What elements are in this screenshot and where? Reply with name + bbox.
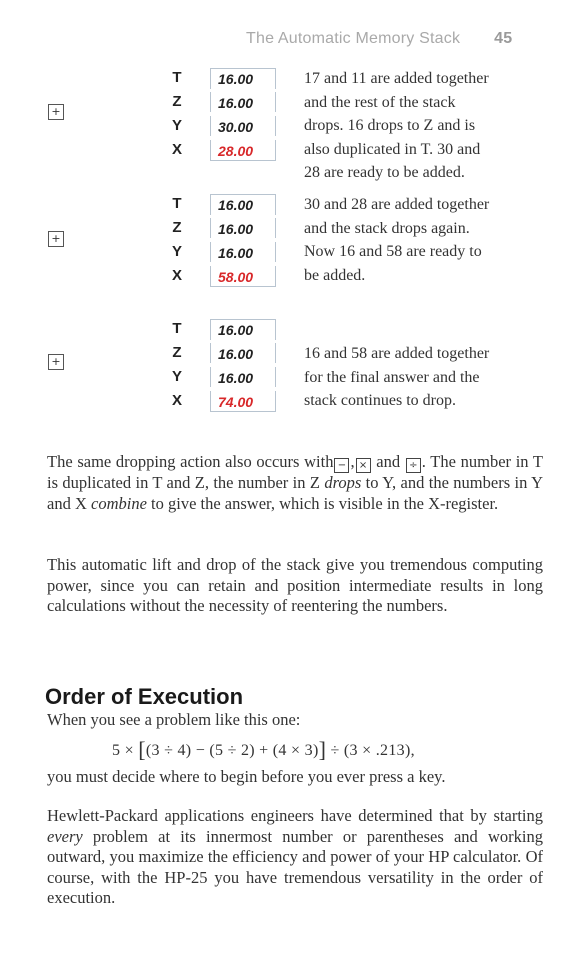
- register-label-y: Y: [171, 368, 182, 385]
- note-line: 28 are ready to be added.: [304, 164, 465, 181]
- example-formula: [112, 737, 415, 763]
- text-run: problem at its innermost number or parentheses and working outward, you maximize the efficiency and power of your HP calculator. Of course, with the HP-25 you have tremendous versatility in the order of execution.: [47, 826, 543, 907]
- note-line: be added.: [304, 266, 366, 284]
- stack-explanation-3: [304, 342, 554, 413]
- register-label-x: X: [171, 267, 182, 284]
- plus-key-icon: +: [48, 231, 64, 247]
- register-value-t: 16.00: [218, 197, 254, 213]
- text-run: . The number in T is duplicated in T and Z, the number in Z: [47, 452, 543, 492]
- divide-key-icon: ÷: [406, 458, 421, 473]
- times-key-icon: ×: [356, 458, 371, 473]
- plus-key-icon: +: [48, 354, 64, 370]
- register-value-x: 58.00: [218, 269, 254, 285]
- emphasis-drops: drops: [324, 473, 362, 492]
- register-value-z: 16.00: [218, 95, 254, 111]
- paragraph-stack-drop: [47, 452, 543, 514]
- page-header: [246, 30, 512, 48]
- text-run: Hewlett-Packard applications engineers have determined that by starting: [47, 806, 543, 825]
- register-label-y: Y: [171, 243, 182, 260]
- running-title: The Automatic Memory Stack: [246, 30, 461, 47]
- register-value-x: 74.00: [218, 394, 254, 410]
- plus-key-icon: +: [48, 104, 64, 120]
- register-label-t: T: [172, 195, 182, 212]
- note-line: 16 and 58 are added together: [304, 345, 490, 362]
- stack-explanation-1: [304, 67, 554, 185]
- register-label-x: X: [171, 141, 182, 158]
- text-run: ,: [350, 452, 355, 471]
- text-run: and: [371, 452, 405, 471]
- register-value-x: 28.00: [218, 143, 254, 159]
- section-heading: Order of Execution: [45, 684, 244, 709]
- intro-line: When you see a problem like this one:: [47, 710, 301, 729]
- emphasis-every: every: [47, 826, 83, 846]
- text-run: to give the answer, which is visible in the X-register.: [146, 493, 499, 513]
- note-line: 30 and 28 are added together: [304, 196, 490, 213]
- register-label-z: Z: [172, 93, 182, 110]
- note-line: 17 and 11 are added together: [304, 70, 489, 87]
- register-label-z: Z: [172, 219, 182, 236]
- note-line: stack continues to drop.: [304, 392, 456, 409]
- register-value-y: 16.00: [218, 370, 254, 386]
- minus-key-icon: −: [334, 458, 349, 473]
- stack-explanation-2: [304, 193, 554, 287]
- formula-bracket: [: [138, 737, 146, 762]
- note-line: for the final answer and the: [304, 368, 480, 386]
- paragraph-innermost: [47, 806, 543, 909]
- register-label-z: Z: [172, 344, 182, 361]
- formula-part: 5 ×: [112, 742, 139, 759]
- register-value-z: 16.00: [218, 221, 254, 237]
- text-run: to Y, and the numbers in Y and X: [47, 473, 544, 513]
- paragraph-lift-drop: This automatic lift and drop of the stack give you tremendous computing power, since you can retain and position intermediate results in long calculations without the necessity of reentering the numbers.: [47, 555, 543, 615]
- register-value-t: 16.00: [218, 71, 254, 87]
- register-label-t: T: [172, 320, 182, 337]
- register-label-t: T: [172, 69, 182, 86]
- page-number: 45: [494, 30, 513, 47]
- note-line: and the stack drops again.: [304, 219, 470, 237]
- formula-part: ÷ (3 × .213),: [326, 742, 415, 759]
- register-value-z: 16.00: [218, 346, 254, 362]
- note-line: also duplicated in T. 30 and: [304, 140, 481, 158]
- emphasis-combine: combine: [91, 493, 147, 513]
- formula-part: (3 ÷ 4) − (5 ÷ 2) + (4 × 3): [145, 742, 319, 759]
- register-label-x: X: [171, 392, 182, 409]
- note-line: and the rest of the stack: [304, 93, 456, 111]
- formula-bracket: ]: [318, 737, 327, 762]
- register-value-y: 16.00: [218, 245, 254, 261]
- note-line: drops. 16 drops to Z and is: [304, 117, 476, 134]
- after-formula-line: you must decide where to begin before you ever press a key.: [47, 767, 446, 786]
- register-value-y: 30.00: [218, 119, 254, 135]
- register-value-t: 16.00: [218, 322, 254, 338]
- text-run: The same dropping action also occurs with: [47, 452, 334, 471]
- register-label-y: Y: [171, 117, 182, 134]
- note-line: Now 16 and 58 are ready to: [304, 243, 482, 260]
